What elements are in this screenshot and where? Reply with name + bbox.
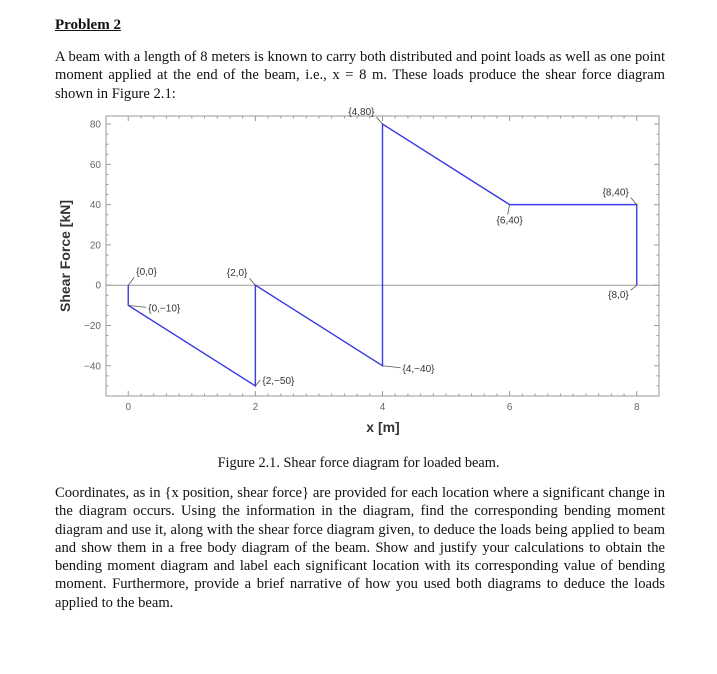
body-paragraph: Coordinates, as in {x position, shear force} are provided for each location where a significant change in the diagram occurs. Using the information in the diagram, find the corresponding bending moment diagram and use it, along with the shear force diagram given, to deduce the loads being applied to beam and show them in a free body diagram of the beam. Show and justify your calculations to obtain the bending moment diagram and label each significant location with its corresponding value of bending moment. Furthermore, provide a brief narrative of how you used both diagrams to deduce the loads applied to the beam. [55,485,665,611]
point-label: {2,0} [226,268,248,280]
point-leader [508,205,510,215]
point-label: {4,−40} [402,363,435,375]
problem-heading: Problem 2 [55,17,121,33]
point-leader [383,366,401,368]
point-label: {0,0} [136,267,157,279]
point-leader [377,117,383,124]
point-label: {0,−10} [148,303,181,315]
point-leader [249,278,255,285]
y-tick-label: 60 [89,159,101,171]
y-tick-label: 20 [89,240,101,252]
point-label: {6,40} [496,215,523,227]
point-leader [631,285,637,290]
x-tick-label: 2 [252,402,259,413]
x-tick-label: 0 [125,402,132,413]
x-tick-label: 4 [379,402,386,413]
point-label: {4,80} [348,107,375,119]
point-label: {2,−50} [262,375,295,387]
intro-paragraph: A beam with a length of 8 meters is known to carry both distributed and point loads as well as one point moment applied at the end of the beam, i.e., x = 8 m. These loads produce the shear force diagram shown in Figure 2.1: [55,49,665,102]
y-axis-title: Shear Force [kN] [57,199,73,313]
point-leader [631,198,637,205]
y-tick-label: 80 [89,119,101,131]
point-leader [128,277,134,285]
y-tick-label: 40 [89,200,101,212]
x-tick-label: 6 [506,402,513,413]
tick-labels [84,120,640,413]
point-label: {8,40} [602,187,629,199]
point-label: {8,0} [608,290,629,302]
series-lines [128,124,637,386]
x-tick-label: 8 [633,402,640,413]
shear-force-line [128,124,637,386]
y-tick-label: −40 [84,361,101,373]
figure-caption: Figure 2.1. Shear force diagram for loaded beam. [217,455,500,471]
point-leader [255,380,260,386]
y-tick-label: 0 [95,280,101,292]
y-tick-label: −20 [84,320,101,332]
x-axis-title: x [m] [366,419,400,435]
